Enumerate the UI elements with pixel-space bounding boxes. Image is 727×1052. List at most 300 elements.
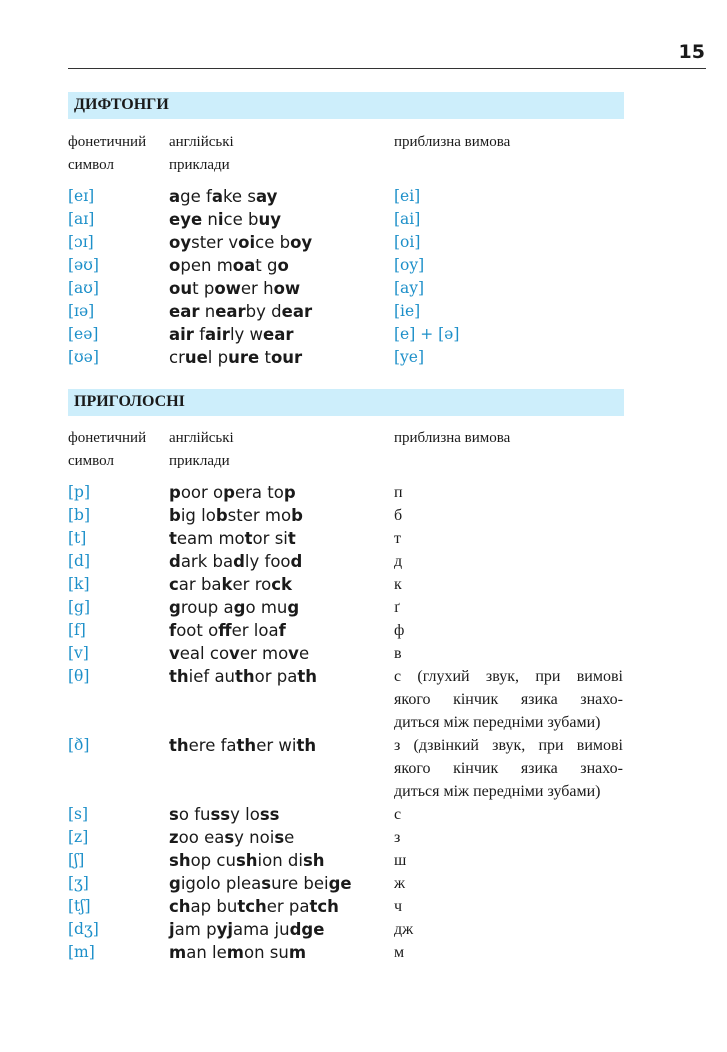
highlighted-letters: p: [283, 483, 296, 502]
table-row: [68, 527, 628, 550]
highlighted-letters: sh: [235, 851, 258, 870]
phonetic-symbol: [ɪə]: [68, 302, 95, 320]
consonants-table: [68, 481, 628, 964]
highlighted-letters: g: [287, 598, 300, 617]
pronunciation-line: ш: [394, 852, 407, 869]
pronunciation-line: ч: [394, 898, 403, 915]
highlighted-letters: th: [296, 736, 317, 755]
example-word: food: [264, 552, 303, 571]
highlighted-letters: g: [169, 598, 181, 617]
pronunciation-line: якого кінчик язика знахо-: [394, 691, 623, 708]
example-word: say: [247, 187, 278, 206]
example-word: chap: [169, 897, 212, 916]
diphthongs-col-symbol: [68, 131, 146, 177]
highlighted-letters: p: [169, 483, 181, 502]
highlighted-letters: ge: [328, 874, 352, 893]
approx-pronunciation: [394, 527, 623, 550]
example-word: beige: [303, 874, 352, 893]
example-word: badly: [212, 552, 260, 571]
example-word: moat: [216, 256, 262, 275]
phonetic-symbol: [tʃ]: [68, 897, 91, 915]
table-row: [68, 665, 628, 734]
example-word: opera: [213, 483, 263, 502]
example-word: wear: [249, 325, 294, 344]
example-word: pleasure: [225, 874, 299, 893]
col-examples-line: приклади: [169, 453, 230, 469]
example-word: zoo: [169, 828, 199, 847]
example-words: [169, 642, 309, 665]
highlighted-letters: tch: [309, 897, 339, 916]
highlighted-letters: v: [229, 644, 240, 663]
example-words: [169, 323, 294, 346]
example-word: fairly: [199, 325, 245, 344]
highlighted-letters: b: [169, 506, 181, 525]
approx-pronunciation: [394, 504, 623, 527]
example-word: mug: [260, 598, 300, 617]
phonetic-symbol: [dʒ]: [68, 920, 99, 938]
consonants-heading: ПРИГОЛОСНІ: [74, 393, 185, 410]
table-row: [68, 895, 628, 918]
phonetic-symbol: [f]: [68, 621, 86, 639]
pronunciation-line: б: [394, 507, 403, 524]
phonetic-symbol: [əʊ]: [68, 256, 99, 274]
pronunciation-line: ґ: [394, 599, 400, 616]
highlighted-letters: a: [211, 187, 223, 206]
approx-pronunciation: [394, 895, 623, 918]
pronunciation-line: [ei]: [394, 187, 421, 205]
highlighted-letters: m: [288, 943, 307, 962]
example-word: boy: [279, 233, 313, 252]
consonants-col-pronunciation: приблизна вимова: [394, 430, 511, 446]
highlighted-letters: tch: [237, 897, 267, 916]
phonetic-symbol: [ð]: [68, 736, 90, 754]
example-word: foot: [169, 621, 203, 640]
example-words: [169, 346, 302, 369]
highlighted-letters: ear: [169, 302, 200, 321]
highlighted-letters: g: [233, 598, 246, 617]
approx-pronunciation: [394, 231, 623, 254]
example-word: big: [169, 506, 196, 525]
phonetic-symbol: [b]: [68, 506, 91, 524]
example-words: [169, 826, 294, 849]
example-word: car: [169, 575, 196, 594]
table-row: [68, 185, 628, 208]
highlighted-letters: k: [221, 575, 233, 594]
example-word: baker: [200, 575, 250, 594]
table-row: [68, 619, 628, 642]
table-row: [68, 872, 628, 895]
example-word: so: [169, 805, 189, 824]
phonetic-symbol: [m]: [68, 943, 95, 961]
highlighted-letters: eye: [169, 210, 203, 229]
highlighted-letters: oa: [232, 256, 256, 275]
phonetic-symbol: [z]: [68, 828, 89, 846]
pronunciation-line: ф: [394, 622, 405, 639]
highlighted-letters: ay: [255, 187, 278, 206]
pronunciation-line: п: [394, 484, 403, 501]
highlighted-letters: ck: [271, 575, 292, 594]
pronunciation-line: в: [394, 645, 402, 662]
example-word: move: [262, 644, 310, 663]
highlighted-letters: th: [169, 667, 189, 686]
table-row: [68, 481, 628, 504]
example-words: [169, 550, 302, 573]
highlighted-letters: th: [236, 736, 257, 755]
example-word: noise: [249, 828, 295, 847]
phonetic-symbol: [ʒ]: [68, 874, 89, 892]
pronunciation-line: [ay]: [394, 279, 425, 297]
highlighted-letters: th: [235, 667, 255, 686]
table-row: [68, 231, 628, 254]
table-row: [68, 550, 628, 573]
table-row: [68, 918, 628, 941]
example-word: age: [169, 187, 201, 206]
approx-pronunciation: [394, 849, 623, 872]
example-word: buy: [248, 210, 281, 229]
example-word: mob: [264, 506, 303, 525]
example-word: loaf: [253, 621, 286, 640]
phonetic-symbol: [ʊə]: [68, 348, 99, 366]
diphthongs-table: [68, 185, 628, 369]
highlighted-letters: d: [233, 552, 245, 571]
example-word: thief: [169, 667, 210, 686]
example-word: pyjama: [206, 920, 270, 939]
highlighted-letters: oi: [238, 233, 256, 252]
example-word: with: [278, 736, 317, 755]
highlighted-letters: t: [287, 529, 296, 548]
phonetic-symbol: [ɔɪ]: [68, 233, 94, 251]
table-row: [68, 504, 628, 527]
highlighted-letters: ear: [281, 302, 313, 321]
highlighted-letters: th: [169, 736, 189, 755]
consonants-col-examples: [169, 427, 234, 473]
table-row: [68, 734, 628, 803]
pronunciation-line: к: [394, 576, 402, 593]
highlighted-letters: ow: [214, 279, 241, 298]
phonetic-symbol: [θ]: [68, 667, 90, 685]
consonants-col-symbol: [68, 427, 146, 473]
example-word: poor: [169, 483, 208, 502]
example-word: there: [169, 736, 216, 755]
highlighted-letters: s: [169, 805, 179, 824]
example-word: top: [267, 483, 296, 502]
col-examples-line: англійські: [169, 134, 234, 150]
example-words: [169, 872, 352, 895]
col-symbol-line: фонетичний: [68, 134, 147, 150]
example-words: [169, 803, 279, 826]
highlighted-letters: i: [217, 210, 224, 229]
example-word: motor: [218, 529, 270, 548]
approx-pronunciation: [394, 872, 623, 895]
approx-pronunciation: [394, 323, 623, 346]
highlighted-letters: a: [169, 187, 181, 206]
approx-pronunciation: [394, 573, 623, 596]
pronunciation-line: д: [394, 553, 403, 570]
approx-pronunciation: [394, 254, 623, 277]
example-word: veal: [169, 644, 205, 663]
highlighted-letters: p: [223, 483, 235, 502]
highlighted-letters: ure: [228, 348, 260, 367]
highlighted-letters: dge: [289, 920, 325, 939]
example-word: cushion: [216, 851, 283, 870]
highlighted-letters: oy: [290, 233, 313, 252]
highlighted-letters: air: [169, 325, 194, 344]
phonetic-symbol: [eə]: [68, 325, 99, 343]
example-word: loss: [245, 805, 280, 824]
example-word: nearby: [204, 302, 266, 321]
highlighted-letters: ear: [215, 302, 246, 321]
highlighted-letters: s: [224, 828, 235, 847]
consonants-heading-bar: [68, 389, 624, 416]
example-word: shop: [169, 851, 212, 870]
pronunciation-line: [oi]: [394, 233, 421, 251]
example-word: team: [169, 529, 214, 548]
example-word: sit: [274, 529, 296, 548]
table-row: [68, 277, 628, 300]
approx-pronunciation: [394, 346, 623, 369]
approx-pronunciation: [394, 185, 623, 208]
highlighted-letters: sh: [302, 851, 325, 870]
approx-pronunciation: [394, 941, 623, 964]
example-words: [169, 895, 339, 918]
highlighted-letters: m: [169, 943, 187, 962]
example-word: power: [203, 279, 258, 298]
table-row: [68, 300, 628, 323]
table-row: [68, 596, 628, 619]
highlighted-letters: o: [169, 256, 181, 275]
highlighted-letters: b: [291, 506, 303, 525]
approx-pronunciation: [394, 642, 623, 665]
highlighted-letters: th: [297, 667, 318, 686]
example-word: rock: [254, 575, 292, 594]
table-row: [68, 941, 628, 964]
example-word: fussy: [194, 805, 240, 824]
example-word: fake: [206, 187, 243, 206]
pronunciation-line: м: [394, 944, 405, 961]
example-word: dear: [271, 302, 313, 321]
pronunciation-line: с (глухий звук, при вимові: [394, 668, 623, 685]
approx-pronunciation: [394, 803, 623, 826]
example-word: easy: [204, 828, 244, 847]
col-symbol-line: символ: [68, 157, 114, 173]
highlighted-letters: d: [169, 552, 181, 571]
example-word: butcher: [216, 897, 284, 916]
highlighted-letters: s: [261, 874, 272, 893]
pronunciation-line: з (дзвінкий звук, при вимові: [394, 737, 623, 754]
page-number: 15: [678, 41, 705, 63]
highlighted-letters: ue: [184, 348, 208, 367]
example-word: out: [169, 279, 199, 298]
example-words: [169, 300, 312, 323]
highlighted-letters: ear: [263, 325, 294, 344]
highlighted-letters: oy: [169, 233, 192, 252]
highlighted-letters: air: [205, 325, 230, 344]
example-words: [169, 941, 306, 964]
table-row: [68, 573, 628, 596]
table-row: [68, 254, 628, 277]
approx-pronunciation: [394, 300, 623, 323]
example-word: nice: [207, 210, 243, 229]
example-word: voice: [228, 233, 275, 252]
highlighted-letters: g: [169, 874, 181, 893]
example-words: [169, 504, 303, 527]
example-word: [169, 302, 199, 321]
example-word: pure: [217, 348, 260, 367]
highlighted-letters: v: [169, 644, 180, 663]
approx-pronunciation: [394, 596, 623, 619]
highlighted-letters: z: [169, 828, 179, 847]
table-row: [68, 323, 628, 346]
example-words: [169, 277, 300, 300]
table-row: [68, 208, 628, 231]
example-word: go: [266, 256, 289, 275]
example-words: [169, 573, 292, 596]
pronunciation-line: [ai]: [394, 210, 421, 228]
example-word: dark: [169, 552, 208, 571]
phonetic-symbol: [eɪ]: [68, 187, 95, 205]
example-words: [169, 208, 281, 231]
highlighted-letters: f: [169, 621, 177, 640]
table-row: [68, 642, 628, 665]
diphthongs-col-examples: [169, 131, 234, 177]
example-word: sum: [269, 943, 307, 962]
phonetic-symbol: [t]: [68, 529, 87, 547]
table-row: [68, 803, 628, 826]
example-word: dish: [287, 851, 325, 870]
example-word: ago: [223, 598, 256, 617]
table-row: [68, 826, 628, 849]
highlighted-letters: v: [288, 644, 299, 663]
diphthongs-col-pronunciation: приблизна вимова: [394, 134, 511, 150]
example-word: offer: [208, 621, 249, 640]
approx-pronunciation: [394, 481, 623, 504]
pronunciation-line: [ye]: [394, 348, 425, 366]
approx-pronunciation: [394, 734, 623, 803]
top-rule: [68, 68, 706, 69]
example-words: [169, 185, 277, 208]
example-words: [169, 734, 316, 757]
col-symbol-line: фонетичний: [68, 430, 147, 446]
approx-pronunciation: [394, 619, 623, 642]
example-word: author: [214, 667, 272, 686]
example-word: patch: [288, 897, 339, 916]
highlighted-letters: sh: [169, 851, 191, 870]
table-row: [68, 849, 628, 872]
highlighted-letters: c: [169, 575, 179, 594]
approx-pronunciation: [394, 208, 623, 231]
example-word: judge: [274, 920, 325, 939]
highlighted-letters: ch: [169, 897, 191, 916]
example-words: [169, 254, 289, 277]
col-symbol-line: символ: [68, 453, 114, 469]
highlighted-letters: ff: [218, 621, 232, 640]
example-word: cover: [209, 644, 257, 663]
example-words: [169, 527, 296, 550]
phonetic-symbol: [ʃ]: [68, 851, 85, 869]
pronunciation-line: дж: [394, 921, 414, 938]
example-word: lemon: [212, 943, 265, 962]
example-word: jam: [169, 920, 201, 939]
example-words: [169, 481, 296, 504]
pronunciation-line: т: [394, 530, 401, 547]
example-word: oyster: [169, 233, 224, 252]
example-words: [169, 596, 299, 619]
phonetic-symbol: [k]: [68, 575, 90, 593]
highlighted-letters: d: [290, 552, 303, 571]
pronunciation-line: з: [394, 829, 401, 846]
col-examples-line: приклади: [169, 157, 230, 173]
example-word: tour: [264, 348, 303, 367]
pronunciation-line: [ie]: [394, 302, 421, 320]
highlighted-letters: ss: [210, 805, 231, 824]
approx-pronunciation: [394, 826, 623, 849]
example-word: path: [276, 667, 318, 686]
approx-pronunciation: [394, 277, 623, 300]
highlighted-letters: m: [226, 943, 244, 962]
phonetic-symbol: [d]: [68, 552, 91, 570]
phonetic-symbol: [v]: [68, 644, 89, 662]
highlighted-letters: j: [169, 920, 175, 939]
pronunciation-line: [oy]: [394, 256, 425, 274]
diphthongs-heading-bar: [68, 92, 624, 119]
pronunciation-line: диться між передніми зубами): [394, 783, 601, 800]
approx-pronunciation: [394, 918, 623, 941]
highlighted-letters: ou: [169, 279, 193, 298]
example-words: [169, 231, 312, 254]
example-word: father: [220, 736, 274, 755]
example-word: how: [263, 279, 301, 298]
highlighted-letters: ow: [273, 279, 301, 298]
diphthongs-heading: ДИФТОНГИ: [74, 96, 169, 113]
example-words: [169, 918, 324, 941]
col-examples-line: англійські: [169, 430, 234, 446]
example-word: [169, 325, 194, 344]
pronunciation-line: ж: [394, 875, 406, 892]
highlighted-letters: ss: [259, 805, 280, 824]
phonetic-symbol: [g]: [68, 598, 91, 616]
pronunciation-line: [e] + [ə]: [394, 325, 460, 343]
example-word: man: [169, 943, 207, 962]
table-row: [68, 346, 628, 369]
example-word: open: [169, 256, 212, 275]
example-word: gigolo: [169, 874, 221, 893]
highlighted-letters: f: [278, 621, 286, 640]
highlighted-letters: t: [169, 529, 177, 548]
example-word: group: [169, 598, 219, 617]
highlighted-letters: our: [270, 348, 303, 367]
highlighted-letters: uy: [258, 210, 281, 229]
pronunciation-line: диться між передніми зубами): [394, 714, 601, 731]
highlighted-letters: y: [216, 920, 228, 939]
example-words: [169, 849, 325, 872]
example-word: lobster: [201, 506, 260, 525]
pronunciation-line: с: [394, 806, 402, 823]
highlighted-letters: t: [244, 529, 253, 548]
phonetic-symbol: [aɪ]: [68, 210, 95, 228]
highlighted-letters: b: [215, 506, 228, 525]
phonetic-symbol: [aʊ]: [68, 279, 99, 297]
example-words: [169, 665, 317, 688]
example-word: cruel: [169, 348, 213, 367]
pronunciation-line: якого кінчик язика знахо-: [394, 760, 623, 777]
phonetic-symbol: [p]: [68, 483, 91, 501]
example-words: [169, 619, 286, 642]
approx-pronunciation: [394, 665, 623, 734]
example-word: [169, 210, 202, 229]
phonetic-symbol: [s]: [68, 805, 89, 823]
highlighted-letters: j: [227, 920, 233, 939]
approx-pronunciation: [394, 550, 623, 573]
